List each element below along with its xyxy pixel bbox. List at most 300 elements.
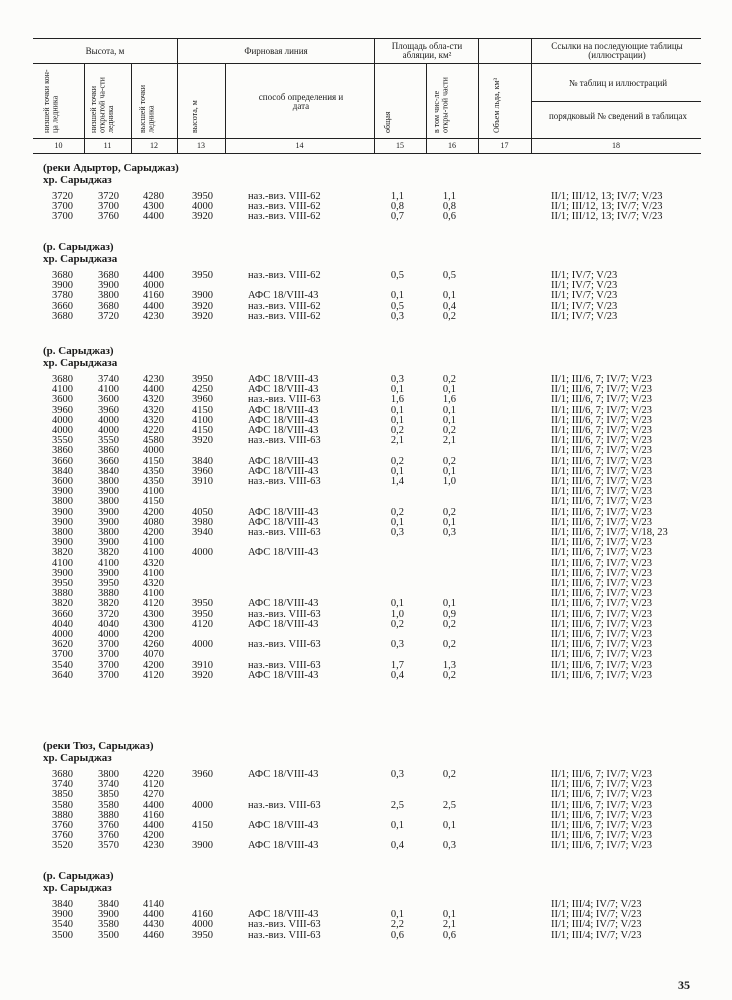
cell-refs: II/1; III/6, 7; IV/7; V/23: [551, 820, 653, 831]
cell-area-total: 0,2: [390, 425, 404, 436]
col-num-13: 13: [197, 141, 205, 150]
cell-lowest-open: 3550: [98, 435, 119, 447]
cell-firn-height: 4150: [192, 425, 213, 436]
cell-lowest-end: 4000: [52, 414, 73, 426]
cell-area-total: 0,5: [390, 300, 404, 312]
cell-highest: 4400: [143, 909, 164, 921]
cell-lowest-open: 3700: [98, 659, 119, 671]
cell-lowest-open: 3740: [98, 779, 119, 791]
cell-area-open: 0,8: [442, 201, 456, 213]
cell-area-total: 0,4: [390, 840, 404, 852]
group-refs-label: Ссылки на последующие таблицы (иллюстрации): [551, 41, 683, 60]
cell-firn-height: 3910: [192, 476, 213, 487]
cell-lowest-open: 3700: [98, 649, 119, 661]
cell-area-open: 0,1: [442, 414, 456, 426]
cell-highest: 4100: [143, 537, 164, 549]
cell-refs: II/1; III/12, 13; IV/7; V/23: [551, 191, 663, 202]
cell-lowest-end: 3880: [52, 809, 73, 821]
cell-highest: 4200: [143, 659, 164, 671]
cell-lowest-open: 3580: [98, 919, 119, 931]
cell-firn-method: наз.-виз. VIII-63: [248, 394, 321, 406]
cell-firn-method: АФС 18/VIII-43: [248, 669, 319, 681]
cell-lowest-open: 3800: [98, 496, 119, 508]
col15-label: общая: [383, 111, 392, 133]
cell-highest: 4000: [143, 445, 164, 457]
cell-firn-height: 4000: [192, 547, 213, 559]
cell-firn-method: наз.-виз. VIII-63: [248, 608, 321, 620]
section-ridge: хр. Сарыджаз: [43, 174, 112, 186]
cell-lowest-end: 3900: [52, 516, 73, 528]
cell-highest: 4150: [143, 455, 164, 467]
cell-area-open: 0,2: [442, 618, 456, 630]
page-number: 35: [678, 978, 690, 992]
cell-firn-method: АФС 18/VIII-43: [248, 516, 319, 528]
cell-firn-height: 4000: [192, 919, 213, 931]
cell-lowest-open: 4100: [98, 557, 119, 569]
cell-area-open: 2,1: [442, 919, 456, 931]
cell-lowest-open: 3700: [98, 669, 119, 681]
cell-area-open: 0,6: [442, 211, 456, 223]
cell-lowest-end: 3660: [52, 455, 73, 467]
cell-lowest-end: 3720: [52, 191, 73, 202]
cell-highest: 4120: [143, 669, 164, 681]
cell-firn-height: 4000: [192, 799, 213, 811]
cell-area-open: 1,0: [442, 476, 456, 487]
cell-firn-height: 3950: [192, 374, 213, 385]
cell-lowest-end: 3620: [52, 639, 73, 651]
cell-lowest-end: 3800: [52, 496, 73, 508]
cell-firn-method: АФС 18/VIII-43: [248, 455, 319, 467]
cell-refs: II/1; III/6, 7; IV/7; V/23: [551, 588, 653, 600]
cell-lowest-open: 3880: [98, 809, 119, 821]
col11-label: низшей точки открытой ча-сти ледника: [89, 77, 115, 133]
table-row: [0, 930, 732, 941]
cell-highest: 4100: [143, 486, 164, 498]
cell-lowest-end: 3860: [52, 445, 73, 457]
cell-firn-method: АФС 18/VIII-43: [248, 506, 319, 518]
cell-highest: 4430: [143, 919, 164, 931]
cell-area-total: 0,1: [390, 909, 404, 921]
cell-lowest-open: 3580: [98, 799, 119, 811]
cell-firn-height: 3950: [192, 270, 213, 281]
cell-highest: 4080: [143, 516, 164, 528]
group-area-label: Площадь обла-сти абляции, км²: [391, 41, 463, 60]
section-ridge: хр. Сарыджаза: [43, 357, 118, 369]
cell-lowest-end: 3820: [52, 547, 73, 559]
cell-lowest-open: 4000: [98, 629, 119, 640]
cell-firn-height: 3920: [192, 300, 213, 312]
cell-refs: II/1; III/6, 7; IV/7; V/23: [551, 547, 653, 559]
cell-highest: 4460: [143, 929, 164, 941]
cell-refs: II/1; III/6, 7; IV/7; V/23: [551, 465, 653, 477]
cell-firn-method: АФС 18/VIII-43: [248, 598, 319, 610]
cell-firn-height: 3950: [192, 608, 213, 620]
col-num-17: 17: [500, 141, 509, 150]
cell-firn-height: 4000: [192, 201, 213, 213]
cell-refs: II/1; III/6, 7; IV/7; V/23: [551, 425, 653, 436]
cell-lowest-open: 3500: [98, 929, 119, 941]
cell-refs: II/1; III/6, 7; IV/7; V/18, 23: [551, 527, 668, 538]
cell-firn-method: наз.-виз. VIII-63: [248, 929, 321, 941]
cell-refs: II/1; III/6, 7; IV/7; V/23: [551, 649, 653, 661]
cell-firn-method: АФС 18/VIII-43: [248, 618, 319, 630]
cell-firn-method: АФС 18/VIII-43: [248, 384, 319, 396]
cell-lowest-open: 4000: [98, 414, 119, 426]
cell-firn-method: наз.-виз. VIII-63: [248, 527, 321, 538]
cell-lowest-end: 3550: [52, 435, 73, 447]
cell-lowest-open: 3900: [98, 567, 119, 579]
cell-lowest-end: 4100: [52, 557, 73, 569]
cell-area-open: 0,9: [442, 608, 456, 620]
cell-highest: 4200: [143, 527, 164, 538]
cell-lowest-open: 3570: [98, 840, 119, 852]
cell-firn-height: 4050: [192, 506, 213, 518]
cell-lowest-open: 3600: [98, 394, 119, 406]
cell-firn-method: АФС 18/VIII-43: [248, 820, 319, 831]
cell-highest: 4120: [143, 779, 164, 791]
cell-firn-method: наз.-виз. VIII-63: [248, 659, 321, 671]
cell-highest: 4220: [143, 425, 164, 436]
cell-refs: II/1; III/6, 7; IV/7; V/23: [551, 629, 653, 640]
cell-highest: 4140: [143, 899, 164, 910]
cell-refs: II/1; IV/7; V/23: [551, 310, 618, 322]
cell-lowest-end: 3540: [52, 919, 73, 931]
cell-highest: 4300: [143, 201, 164, 213]
cell-lowest-open: 4040: [98, 618, 119, 630]
cell-lowest-end: 3680: [52, 310, 73, 322]
cell-lowest-end: 3680: [52, 270, 73, 281]
cell-firn-height: 3920: [192, 310, 213, 322]
cell-highest: 4320: [143, 414, 164, 426]
cell-lowest-end: 3900: [52, 909, 73, 921]
cell-firn-height: 3920: [192, 435, 213, 447]
col16-label: в том чис-ле откры-той части: [432, 77, 450, 133]
cell-lowest-open: 3820: [98, 547, 119, 559]
cell-firn-height: 3960: [192, 394, 213, 406]
col18b-label: порядковый № сведений в таблицах: [548, 111, 687, 121]
cell-highest: 4350: [143, 465, 164, 477]
cell-firn-method: АФС 18/VIII-43: [248, 425, 319, 436]
cell-lowest-end: 3680: [52, 374, 73, 385]
cell-lowest-open: 3700: [98, 201, 119, 213]
cell-lowest-end: 3680: [52, 769, 73, 780]
cell-lowest-end: 3900: [52, 506, 73, 518]
cell-lowest-end: 3900: [52, 280, 73, 292]
cell-refs: II/1; III/6, 7; IV/7; V/23: [551, 496, 653, 508]
cell-area-open: 0,3: [442, 527, 456, 538]
cell-refs: II/1; III/6, 7; IV/7; V/23: [551, 840, 653, 852]
cell-area-open: 0,2: [442, 310, 456, 322]
cell-firn-height: 4150: [192, 820, 213, 831]
cell-area-open: 0,3: [442, 840, 456, 852]
section-title: (р. Сарыджаз): [43, 345, 114, 357]
cell-lowest-end: 4000: [52, 425, 73, 436]
cell-lowest-end: 3960: [52, 404, 73, 416]
cell-refs: II/1; IV/7; V/23: [551, 300, 618, 312]
cell-area-open: 0,5: [442, 270, 456, 281]
cell-area-total: 0,5: [390, 270, 404, 281]
cell-lowest-open: 3760: [98, 211, 119, 223]
cell-refs: II/1; III/6, 7; IV/7; V/23: [551, 639, 653, 651]
cell-area-total: 0,1: [390, 290, 404, 302]
cell-area-open: 0,1: [442, 290, 456, 302]
cell-lowest-open: 3820: [98, 598, 119, 610]
cell-highest: 4320: [143, 557, 164, 569]
cell-area-total: 1,1: [390, 191, 404, 202]
table-row: [0, 211, 732, 222]
cell-highest: 4200: [143, 830, 164, 842]
cell-area-open: 0,4: [442, 300, 456, 312]
col12-label: высшей точки ледника: [138, 84, 156, 133]
cell-area-open: 0,2: [442, 374, 456, 385]
cell-lowest-end: 3660: [52, 608, 73, 620]
cell-area-total: 0,1: [390, 820, 404, 831]
cell-highest: 4320: [143, 404, 164, 416]
cell-refs: II/1; III/6, 7; IV/7; V/23: [551, 537, 653, 549]
cell-lowest-end: 3840: [52, 465, 73, 477]
cell-refs: II/1; IV/7; V/23: [551, 270, 618, 281]
cell-firn-height: 3960: [192, 465, 213, 477]
cell-firn-height: 3840: [192, 455, 213, 467]
cell-lowest-end: 4040: [52, 618, 73, 630]
cell-area-total: 1,4: [390, 476, 404, 487]
cell-area-open: 1,3: [442, 659, 456, 671]
cell-highest: 4230: [143, 374, 164, 385]
table-row: [0, 840, 732, 851]
cell-firn-method: наз.-виз. VIII-63: [248, 639, 321, 651]
cell-highest: 4400: [143, 384, 164, 396]
cell-firn-height: 3950: [192, 929, 213, 941]
section-title: (реки Тюз, Сарыджаз): [43, 740, 154, 752]
cell-area-total: 1,7: [390, 659, 404, 671]
cell-area-total: 1,0: [390, 608, 404, 620]
cell-lowest-open: 3900: [98, 280, 119, 292]
cell-lowest-end: 3780: [52, 290, 73, 302]
cell-highest: 4160: [143, 809, 164, 821]
cell-lowest-open: 3900: [98, 909, 119, 921]
cell-area-open: 1,6: [442, 394, 456, 406]
cell-area-total: 0,3: [390, 527, 404, 538]
cell-firn-height: 3980: [192, 516, 213, 528]
cell-area-open: 0,2: [442, 769, 456, 780]
cell-area-open: 0,1: [442, 909, 456, 921]
cell-highest: 4100: [143, 567, 164, 579]
cell-lowest-end: 3520: [52, 840, 73, 852]
cell-refs: II/1; III/4; IV/7; V/23: [551, 899, 642, 910]
cell-refs: II/1; III/6, 7; IV/7; V/23: [551, 789, 653, 801]
cell-refs: II/1; III/6, 7; IV/7; V/23: [551, 414, 653, 426]
cell-lowest-open: 3900: [98, 486, 119, 498]
cell-highest: 4280: [143, 191, 164, 202]
cell-area-total: 2,2: [390, 919, 404, 931]
cell-firn-height: 4250: [192, 384, 213, 396]
cell-refs: II/1; IV/7; V/23: [551, 280, 618, 292]
cell-lowest-end: 3760: [52, 820, 73, 831]
cell-lowest-end: 3640: [52, 669, 73, 681]
col-num-15: 15: [396, 141, 404, 150]
cell-lowest-end: 3740: [52, 779, 73, 791]
cell-refs: II/1; III/6, 7; IV/7; V/23: [551, 506, 653, 518]
cell-area-open: 0,2: [442, 425, 456, 436]
cell-area-open: 2,5: [442, 799, 456, 811]
cell-area-open: 2,1: [442, 435, 456, 447]
cell-lowest-open: 3900: [98, 537, 119, 549]
cell-refs: II/1; III/4; IV/7; V/23: [551, 919, 642, 931]
cell-area-open: 0,1: [442, 820, 456, 831]
table-header: [33, 38, 701, 154]
cell-firn-method: наз.-виз. VIII-62: [248, 270, 321, 281]
cell-highest: 4400: [143, 270, 164, 281]
cell-lowest-end: 3950: [52, 578, 73, 589]
cell-firn-height: 4160: [192, 909, 213, 921]
cell-refs: II/1; III/6, 7; IV/7; V/23: [551, 435, 653, 447]
cell-highest: 4000: [143, 280, 164, 292]
cell-lowest-open: 3720: [98, 191, 119, 202]
cell-refs: II/1; III/12, 13; IV/7; V/23: [551, 211, 663, 223]
cell-firn-height: 3940: [192, 527, 213, 538]
cell-highest: 4150: [143, 496, 164, 508]
cell-area-total: 0,7: [390, 211, 404, 223]
cell-highest: 4100: [143, 547, 164, 559]
cell-refs: II/1; III/6, 7; IV/7; V/23: [551, 476, 653, 487]
cell-highest: 4580: [143, 435, 164, 447]
cell-area-open: 0,1: [442, 598, 456, 610]
cell-refs: II/1; III/12, 13; IV/7; V/23: [551, 201, 663, 213]
cell-area-open: 0,2: [442, 455, 456, 467]
cell-lowest-end: 3800: [52, 527, 73, 538]
cell-lowest-end: 3540: [52, 659, 73, 671]
cell-firn-height: 3920: [192, 211, 213, 223]
cell-refs: II/1; III/6, 7; IV/7; V/23: [551, 669, 653, 681]
cell-highest: 4200: [143, 629, 164, 640]
cell-highest: 4160: [143, 290, 164, 302]
cell-firn-method: АФС 18/VIII-43: [248, 909, 319, 921]
table-row: [0, 311, 732, 322]
cell-area-total: 2,5: [390, 799, 404, 811]
group-height-label: Высота, м: [85, 46, 125, 56]
cell-refs: II/1; III/6, 7; IV/7; V/23: [551, 578, 653, 589]
cell-area-total: 0,6: [390, 929, 404, 941]
cell-firn-height: 3950: [192, 598, 213, 610]
cell-highest: 4400: [143, 300, 164, 312]
cell-refs: II/1; III/6, 7; IV/7; V/23: [551, 769, 653, 780]
cell-firn-height: 4120: [192, 618, 213, 630]
cell-firn-method: наз.-виз. VIII-63: [248, 435, 321, 447]
section-ridge: хр. Сарыджаз: [43, 882, 112, 894]
cell-highest: 4400: [143, 799, 164, 811]
cell-lowest-open: 3800: [98, 476, 119, 487]
cell-area-total: 0,4: [390, 669, 404, 681]
section-ridge: хр. Сарыджаз: [43, 752, 112, 764]
col-num-10: 10: [54, 141, 63, 150]
cell-area-open: 0,2: [442, 506, 456, 518]
section-title: (р. Сарыджаз): [43, 870, 114, 882]
cell-refs: II/1; III/6, 7; IV/7; V/23: [551, 618, 653, 630]
cell-firn-method: наз.-виз. VIII-63: [248, 799, 321, 811]
col-num-12: 12: [150, 141, 158, 150]
cell-lowest-open: 3740: [98, 374, 119, 385]
cell-lowest-open: 3840: [98, 465, 119, 477]
cell-highest: 4260: [143, 639, 164, 651]
cell-lowest-open: 3900: [98, 506, 119, 518]
cell-lowest-open: 3840: [98, 899, 119, 910]
cell-lowest-open: 3680: [98, 300, 119, 312]
cell-refs: II/1; IV/7; V/23: [551, 290, 618, 302]
col13-label: высота, м: [190, 100, 199, 133]
cell-highest: 4070: [143, 649, 164, 661]
cell-lowest-open: 3760: [98, 820, 119, 831]
cell-area-total: 0,8: [390, 201, 404, 213]
cell-firn-method: наз.-виз. VIII-62: [248, 310, 321, 322]
col17-label: Объем льда, км³: [492, 77, 501, 133]
cell-lowest-end: 3500: [52, 929, 73, 941]
cell-refs: II/1; III/6, 7; IV/7; V/23: [551, 455, 653, 467]
cell-lowest-open: 3700: [98, 639, 119, 651]
cell-firn-height: 3920: [192, 669, 213, 681]
cell-lowest-end: 3840: [52, 899, 73, 910]
cell-lowest-end: 3660: [52, 300, 73, 312]
cell-area-open: 0,2: [442, 639, 456, 651]
cell-firn-method: АФС 18/VIII-43: [248, 414, 319, 426]
cell-area-open: 0,1: [442, 384, 456, 396]
cell-area-total: 0,2: [390, 506, 404, 518]
cell-area-total: 1,6: [390, 394, 404, 406]
cell-firn-method: наз.-виз. VIII-62: [248, 191, 321, 202]
cell-area-total: 0,3: [390, 639, 404, 651]
cell-firn-method: наз.-виз. VIII-62: [248, 201, 321, 213]
cell-lowest-open: 4000: [98, 425, 119, 436]
cell-area-total: 0,1: [390, 404, 404, 416]
cell-lowest-open: 3800: [98, 290, 119, 302]
cell-area-total: 2,1: [390, 435, 404, 447]
cell-firn-height: 3950: [192, 191, 213, 202]
cell-lowest-open: 3680: [98, 270, 119, 281]
cell-lowest-end: 3880: [52, 588, 73, 600]
cell-area-open: 0,1: [442, 465, 456, 477]
cell-firn-method: наз.-виз. VIII-63: [248, 476, 321, 487]
cell-firn-height: 3900: [192, 290, 213, 302]
cell-lowest-open: 3720: [98, 608, 119, 620]
cell-area-total: 0,1: [390, 516, 404, 528]
cell-lowest-open: 3850: [98, 789, 119, 801]
col10-label: низшей точки кон-ца ледника: [42, 69, 60, 133]
col-num-18: 18: [612, 141, 620, 150]
cell-firn-height: 4150: [192, 404, 213, 416]
cell-lowest-open: 3960: [98, 404, 119, 416]
cell-area-total: 0,1: [390, 414, 404, 426]
section-ridge: хр. Сарыджаза: [43, 253, 118, 265]
cell-refs: II/1; III/6, 7; IV/7; V/23: [551, 659, 653, 671]
cell-refs: II/1; III/6, 7; IV/7; V/23: [551, 516, 653, 528]
cell-area-total: 0,3: [390, 374, 404, 385]
col-num-16: 16: [448, 141, 456, 150]
cell-area-total: 0,2: [390, 455, 404, 467]
cell-area-open: 0,2: [442, 669, 456, 681]
cell-highest: 4270: [143, 789, 164, 801]
group-firn-label: Фирновая линия: [244, 46, 308, 56]
cell-area-open: 0,6: [442, 929, 456, 941]
cell-lowest-end: 3700: [52, 201, 73, 213]
cell-refs: II/1; III/6, 7; IV/7; V/23: [551, 486, 653, 498]
cell-highest: 4100: [143, 588, 164, 600]
cell-refs: II/1; III/6, 7; IV/7; V/23: [551, 598, 653, 610]
cell-firn-method: АФС 18/VIII-43: [248, 404, 319, 416]
cell-lowest-end: 3900: [52, 486, 73, 498]
cell-firn-method: наз.-виз. VIII-63: [248, 919, 321, 931]
cell-firn-height: 3910: [192, 659, 213, 671]
cell-firn-method: АФС 18/VIII-43: [248, 769, 319, 780]
cell-area-total: 0,3: [390, 310, 404, 322]
